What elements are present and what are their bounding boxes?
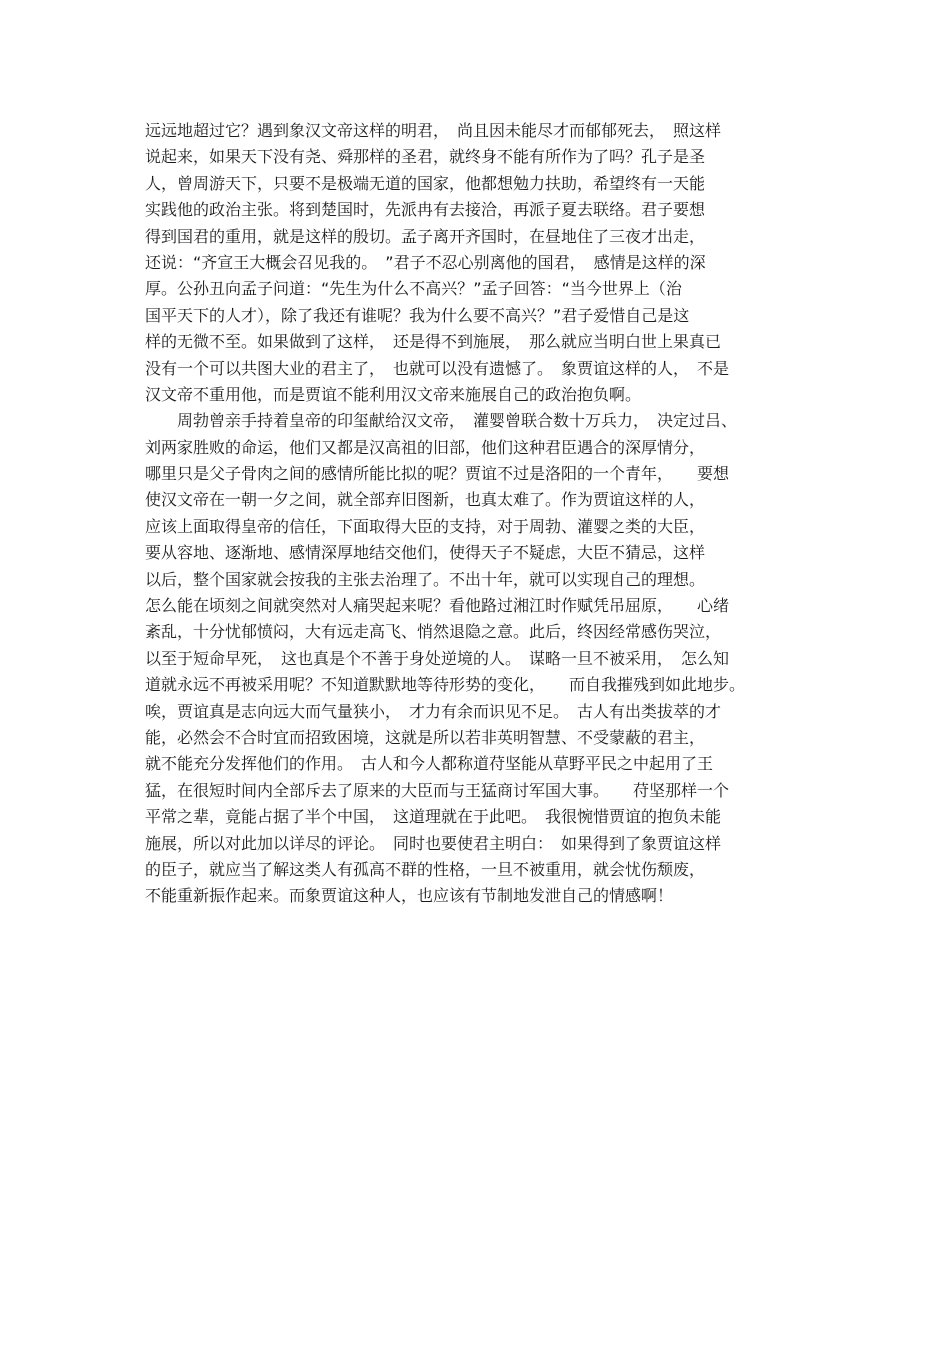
text-line: 周勃曾亲手持着皇帝的印玺献给汉文帝， 灌婴曾联合数十万兵力， 决定过吕、 — [177, 411, 738, 431]
text-line: 要从容地、逐渐地、感情深厚地结交他们，使得天子不疑虑，大臣不猜忌，这样 — [145, 543, 706, 563]
text-line: 紊乱，十分忧郁愤闷，大有远走高飞、悄然退隐之意。此后，终因经常感伤哭泣， — [145, 622, 722, 642]
text-line: 猛，在很短时间内全部斥去了原来的大臣而与王猛商讨军国大事。 苻坚那样一个 — [145, 780, 730, 800]
text-line: 说起来，如果天下没有尧、舜那样的圣君，就终身不能有所作为了吗？孔子是圣 — [145, 147, 706, 167]
text-line: 怎么能在顷刻之间就突然对人痛哭起来呢？看他路过湘江时作赋凭吊屈原， 心绪 — [145, 596, 730, 616]
text-line: 刘两家胜败的命运，他们又都是汉高祖的旧部，他们这种君臣遇合的深厚情分， — [145, 437, 706, 457]
text-line: 实践他的政治主张。将到楚国时，先派冉有去接洽，再派子夏去联络。君子要想 — [145, 200, 706, 220]
text-line: 哪里只是父子骨肉之间的感情所能比拟的呢？贾谊不过是洛阳的一个青年， 要想 — [145, 464, 730, 484]
text-line: 以后，整个国家就会按我的主张去治理了。不出十年，就可以实现自己的理想。 — [145, 569, 706, 589]
text-line: 道就永远不再被采用呢？不知道默默地等待形势的变化， 而自我摧残到如此地步。 — [145, 675, 746, 695]
text-line: 就不能充分发挥他们的作用。 古人和今人都称道苻坚能从草野平民之中起用了王 — [145, 754, 714, 774]
text-line: 厚。公孙丑向孟子问道：“先生为什么不高兴？”孟子回答：“当今世界上（治 — [145, 279, 682, 299]
paragraph — [145, 408, 810, 909]
text-line: 远远地超过它？遇到象汉文帝这样的明君， 尚且因未能尽才而郁郁死去， 照这样 — [145, 121, 722, 140]
text-line: 国平天下的人才），除了我还有谁呢？我为什么要不高兴？”君子爱惜自己是这 — [145, 305, 690, 325]
text-line: 以至于短命早死， 这也真是个不善于身处逆境的人。 谋略一旦不被采用， 怎么知 — [145, 648, 730, 668]
text-line: 的臣子，就应当了解这类人有孤高不群的性格，一旦不被重用，就会忧伤颓废， — [145, 859, 706, 879]
text-line: 平常之辈，竟能占据了半个中国， 这道理就在于此吧。 我很惋惜贾谊的抱负未能 — [145, 807, 722, 827]
text-line: 人，曾周游天下，只要不是极端无道的国家，他都想勉力扶助，希望终有一天能 — [145, 173, 706, 193]
text-line: 应该上面取得皇帝的信任，下面取得大臣的支持，对于周勃、灌婴之类的大臣， — [145, 516, 706, 536]
text-line: 样的无微不至。如果做到了这样， 还是得不到施展， 那么就应当明白世上果真已 — [145, 332, 722, 352]
text-line: 汉文帝不重用他，而是贾谊不能利用汉文帝来施展自己的政治抱负啊。 — [145, 384, 642, 404]
text-line: 能，必然会不合时宜而招致困境，这就是所以若非英明智慧、不受蒙蔽的君主， — [145, 727, 706, 747]
essay-body — [145, 118, 810, 910]
text-line: 施展，所以对此加以详尽的评论。 同时也要使君主明白： 如果得到了象贾谊这样 — [145, 833, 722, 853]
text-line: 还说：“齐宣王大概会召见我的。 ”君子不忍心别离他的国君， 感情是这样的深 — [145, 252, 706, 272]
paragraph — [145, 118, 810, 408]
text-line: 不能重新振作起来。而象贾谊这种人，也应该有节制地发泄自己的情感啊！ — [145, 886, 674, 906]
text-line: 唉，贾谊真是志向远大而气量狭小， 才力有余而识见不足。 古人有出类拔萃的才 — [145, 701, 722, 721]
text-line: 得到国君的重用，就是这样的殷切。孟子离开齐国时，在昼地住了三夜才出走， — [145, 226, 706, 246]
text-line: 没有一个可以共图大业的君主了， 也就可以没有遗憾了。 象贾谊这样的人， 不是 — [145, 358, 730, 378]
text-line: 使汉文帝在一朝一夕之间，就全部弃旧图新，也真太难了。作为贾谊这样的人， — [145, 490, 706, 510]
